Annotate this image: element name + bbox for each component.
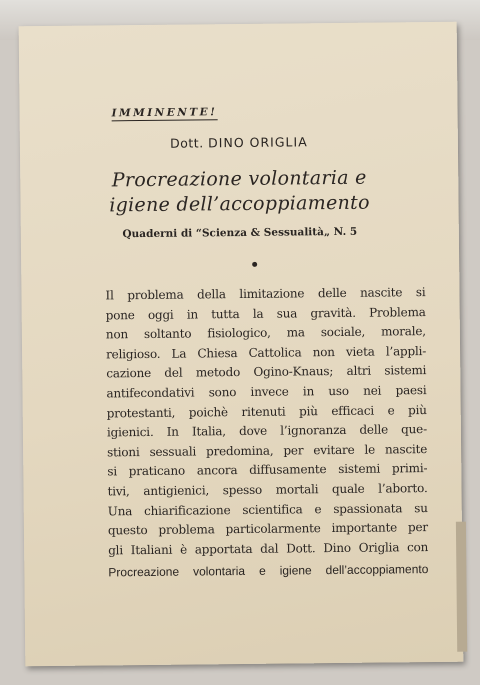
book-title-line-2: igiene dell’accoppiamento [109, 191, 370, 217]
announcement-heading: IMMINENTE! [111, 106, 218, 120]
body-line: Il problema della limitazione delle nascite si [105, 285, 426, 303]
body-line: pone oggi in tutta la sua gravità. Problema [105, 304, 426, 323]
series-line: Quaderni di “Scienza & Sessualità„ N. 5 [122, 225, 358, 241]
body-line: antifecondativi sono invece in uso nei paesi [106, 383, 427, 401]
body-line: religioso. La Chiesa Cattolica non vieta l’appli- [106, 343, 427, 362]
author-prefix: Dott. [170, 135, 204, 151]
book-back-cover [19, 22, 464, 667]
body-line: Una chiarificazione scientifica e spassionata su [107, 500, 428, 518]
body-line: non soltanto fisiologico, ma sociale, morale, [105, 324, 426, 342]
body-line: protestanti, poichè ritenuti più efficaci e più [106, 402, 427, 420]
body-line: questo problema particolarmente importante per [107, 520, 429, 538]
body-line: cazione del metodo Ogino-Knaus; altri sistemi [106, 363, 427, 381]
author-name: DINO ORIGLIA [208, 134, 308, 151]
body-line: igienici. In Italia, dove l’ignoranza delle que- [106, 422, 427, 440]
book-title [20, 165, 458, 220]
description-paragraph [105, 283, 428, 583]
author-line [20, 133, 458, 153]
body-line: gli Italiani è apportata dal Dott. Dino Origlia con [108, 539, 429, 558]
body-line: si praticano ancora diffusamente sistemi primi- [107, 461, 428, 479]
body-line: stioni sessuali predomina, per evitare le nascite [107, 441, 428, 460]
body-line: tivi, antigienici, spesso mortali quale l’aborto. [107, 480, 428, 499]
book-title-line-1: Procreazione volontaria e [111, 166, 367, 192]
closing-book-title: Procreazione volontaria e igiene dell’accoppiamento [108, 562, 429, 580]
bullet-dot [252, 262, 257, 267]
